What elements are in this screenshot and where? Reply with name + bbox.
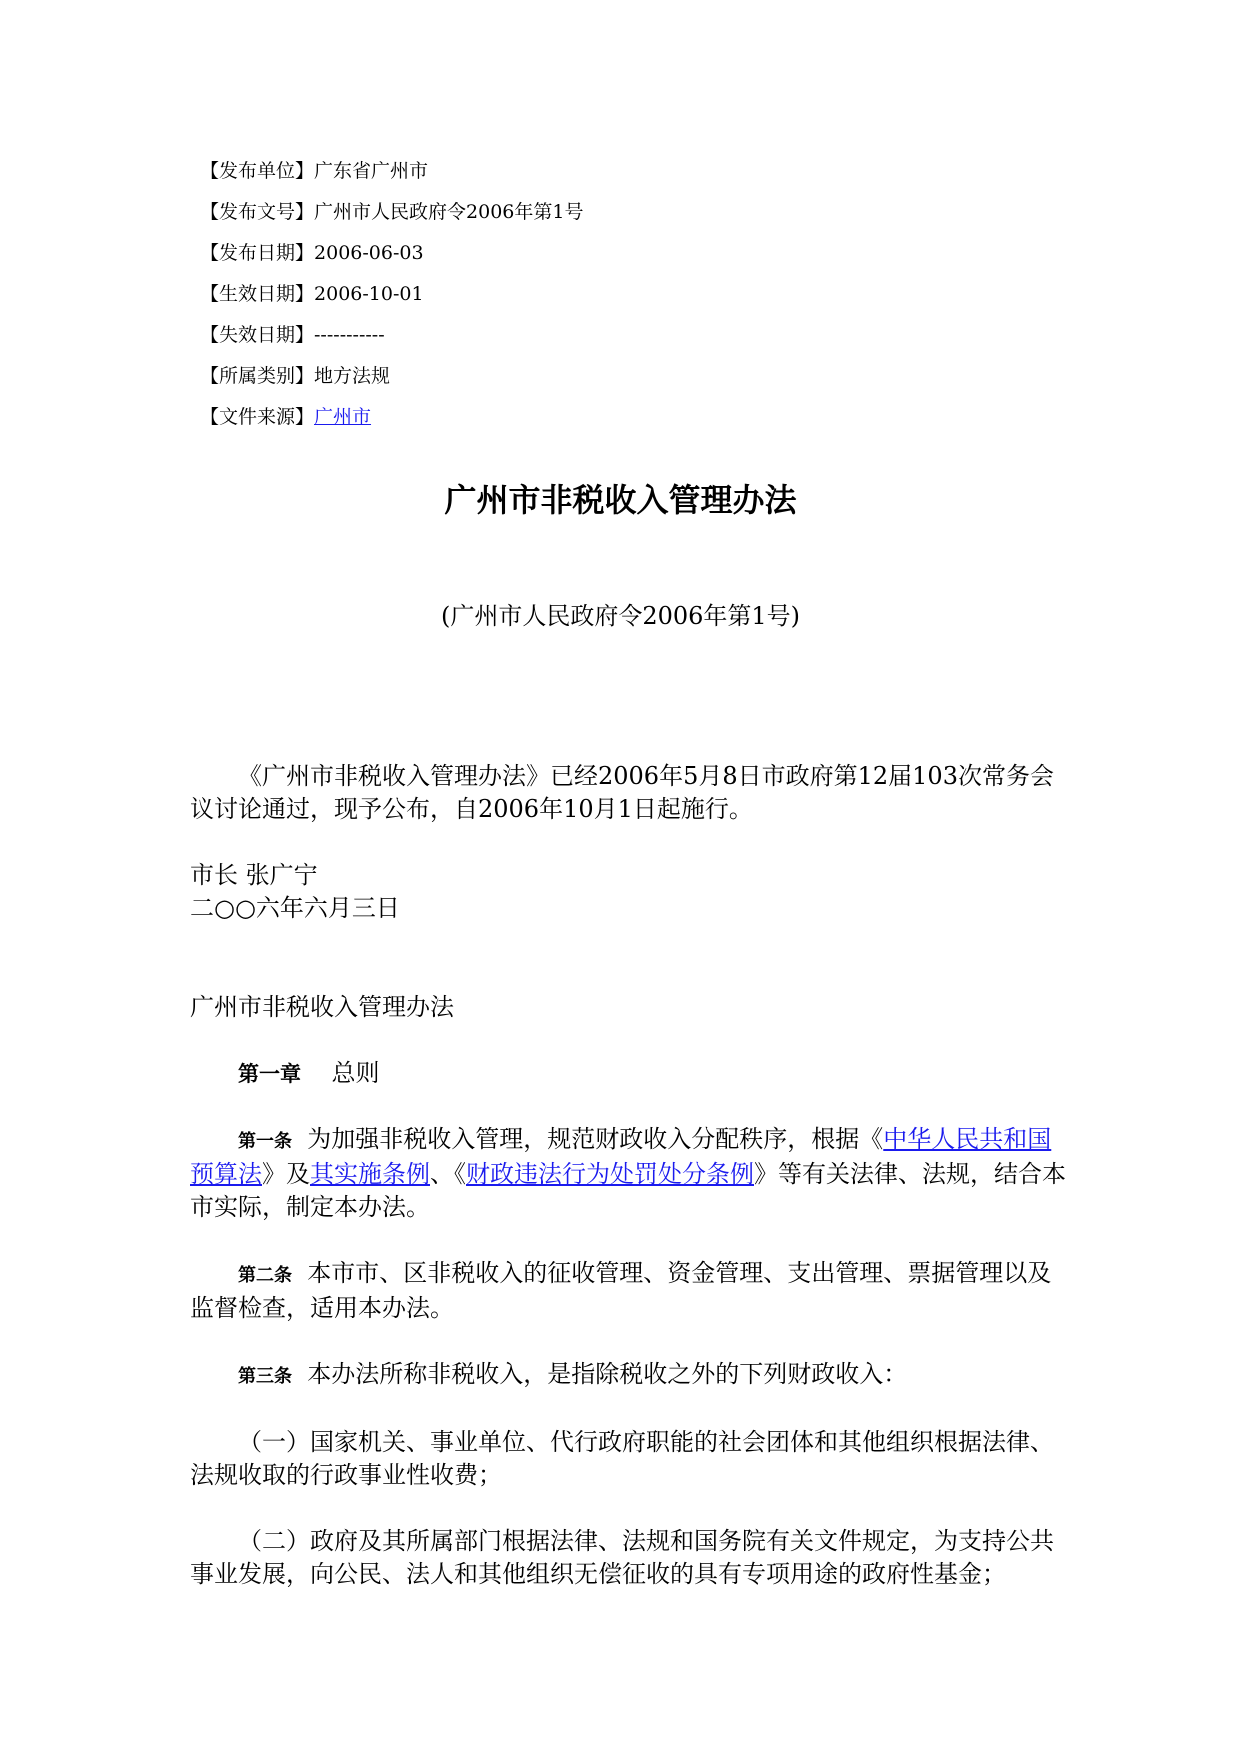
article-1 — [190, 1123, 1066, 1224]
chapter-heading — [190, 1057, 1066, 1090]
article-3 — [190, 1358, 1066, 1393]
article-text: 》等有关法律、法规，结合本市实际，制定本办法。 — [190, 1160, 1066, 1221]
article-2 — [190, 1257, 1066, 1325]
meta-label: 【生效日期】 — [200, 283, 315, 305]
document-subtitle: (广州市人民政府令2006年第1号) — [440, 602, 801, 630]
meta-value: ----------- — [314, 324, 385, 346]
meta-label: 【发布文号】 — [200, 201, 315, 223]
document-body — [190, 760, 1066, 1591]
meta-value: 2006-10-01 — [314, 283, 424, 305]
article-text: 本办法所称非税收入，是指除税收之外的下列财政收入： — [307, 1360, 908, 1388]
chapter-name: 总则 — [331, 1059, 380, 1087]
meta-row-issue-date — [200, 238, 583, 279]
meta-label: 【发布日期】 — [200, 242, 315, 264]
list-item: （二）政府及其所属部门根据法律、法规和国务院有关文件规定，为支持公共事业发展，向公民、法人和其他组织无偿征收的具有专项用途的政府性基金； — [190, 1527, 1054, 1588]
list-item: （一）国家机关、事业单位、代行政府职能的社会团体和其他组织根据法律、法规收取的行政事业性收费； — [190, 1428, 1054, 1489]
signing-date: 二○○六年六月三日 — [190, 894, 400, 922]
meta-value: 2006-06-03 — [314, 242, 424, 264]
signer: 市长 张广宁 — [190, 861, 318, 889]
budget-law-link[interactable]: 中华人民共和国预算法 — [190, 1125, 1052, 1188]
article-number: 第一条 — [238, 1131, 292, 1152]
article-text: 本市市、区非税收入的征收管理、资金管理、支出管理、票据管理以及监督检查，适用本办法。 — [190, 1259, 1052, 1322]
promulgation-paragraph: 《广州市非税收入管理办法》已经2006年5月8日市政府第12届103次常务会议讨论通过，现予公布，自2006年10月1日起施行。 — [190, 762, 1054, 823]
meta-label: 【文件来源】 — [200, 406, 315, 428]
meta-row-expiry-date — [200, 320, 583, 361]
meta-row-effective-date — [200, 279, 583, 320]
meta-row-source — [200, 402, 583, 443]
meta-label: 【失效日期】 — [200, 324, 315, 346]
meta-row-issuer — [200, 156, 583, 197]
article-number: 第三条 — [238, 1366, 292, 1387]
regulation-title: 广州市非税收入管理办法 — [190, 993, 454, 1021]
meta-value: 广州市人民政府令2006年第1号 — [314, 201, 584, 223]
document-metadata — [200, 156, 583, 443]
meta-label: 【所属类别】 — [200, 365, 315, 387]
implementing-regulations-link[interactable]: 其实施条例 — [310, 1160, 430, 1188]
article-text: 、《 — [430, 1160, 466, 1188]
meta-row-doc-number — [200, 197, 583, 238]
meta-row-category — [200, 361, 583, 402]
chapter-number: 第一章 — [238, 1061, 301, 1086]
source-link[interactable]: 广州市 — [314, 406, 372, 428]
meta-value: 地方法规 — [314, 365, 391, 387]
article-text: 为加强非税收入管理，规范财政收入分配秩序，根据《 — [307, 1125, 884, 1153]
article-number: 第二条 — [238, 1265, 292, 1286]
article-text: 》及 — [262, 1160, 310, 1188]
meta-value: 广东省广州市 — [314, 160, 429, 182]
meta-label: 【发布单位】 — [200, 160, 315, 182]
fiscal-violation-regulations-link[interactable]: 财政违法行为处罚处分条例 — [466, 1160, 754, 1188]
document-title: 广州市非税收入管理办法 — [444, 481, 797, 519]
